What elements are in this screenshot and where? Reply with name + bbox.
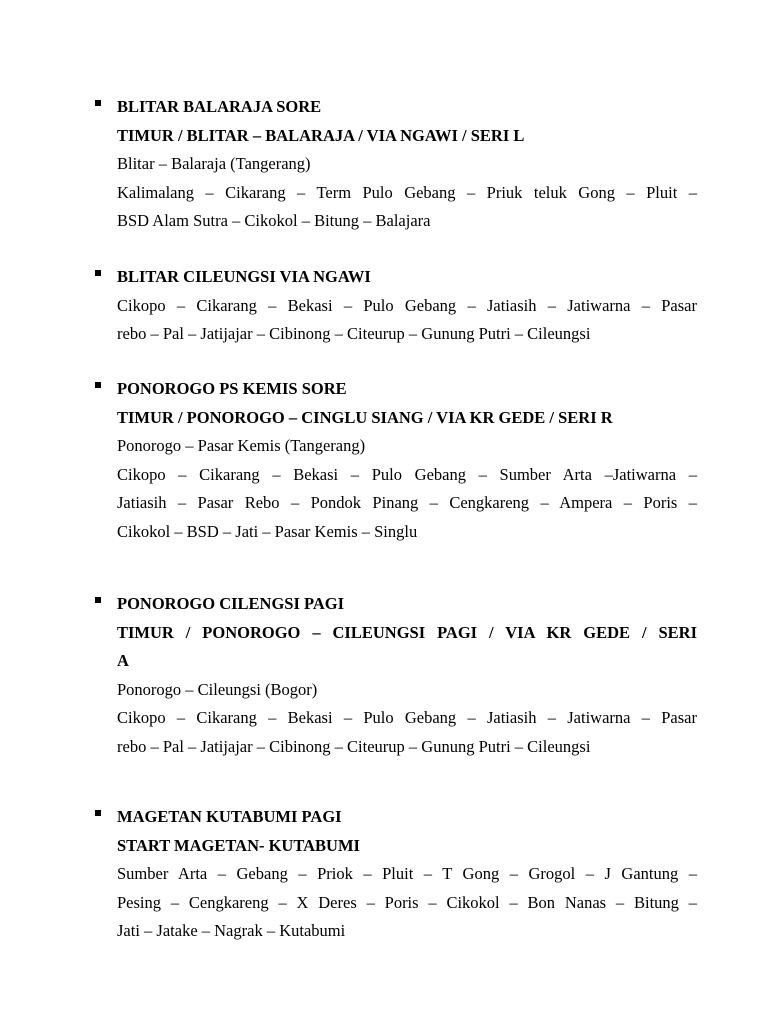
- entry-title: BLITAR BALARAJA SORE: [117, 97, 322, 116]
- entry-stops-line: Pesing – Cengkareng – X Deres – Poris – Cikokol – Bon Nanas – Bitung –: [117, 892, 697, 912]
- entry-stops-line: Cikopo – Cikarang – Bekasi – Pulo Gebang – Jatiasih – Jatiwarna – Pasar: [117, 708, 697, 727]
- route-entry-blitar-balaraja: [117, 93, 697, 236]
- route-entry-magetan-kutabumi: [117, 803, 697, 946]
- entry-title: PONOROGO CILENGSI PAGI: [117, 594, 345, 613]
- entry-stops-line: Jati – Jatake – Nagrak – Kutabumi: [117, 921, 346, 940]
- entry-stops-line: Jatiasih – Pasar Rebo – Pondok Pinang – Cengkareng – Ampera – Poris –: [117, 493, 697, 512]
- entry-stops-line: Cikopo – Cikarang – Bekasi – Pulo Gebang – Sumber Arta –Jatiwarna –: [117, 464, 697, 484]
- route-entry-ponorogo-ps-kemis: [117, 375, 697, 546]
- entry-stops-line: Cikokol – BSD – Jati – Pasar Kemis – Singlu: [117, 521, 418, 541]
- entry-stops-line: rebo – Pal – Jatijajar – Cibinong – Citeurup – Gunung Putri – Cileungsi: [117, 736, 591, 756]
- entry-title: PONOROGO PS KEMIS SORE: [117, 379, 347, 398]
- entry-stops-line: BSD Alam Sutra – Cikokol – Bitung – Balajara: [117, 211, 431, 230]
- entry-stops-line: rebo – Pal – Jatijajar – Cibinong – Citeurup – Gunung Putri – Cileungsi: [117, 324, 591, 343]
- route-entry-blitar-cileungsi: [117, 263, 697, 349]
- bullet-icon: [95, 810, 101, 816]
- entry-subtitle-line: A: [117, 651, 129, 670]
- entry-subtitle: TIMUR / BLITAR – BALARAJA / VIA NGAWI / SERI L: [117, 125, 525, 145]
- bullet-icon: [95, 100, 101, 106]
- entry-title: BLITAR CILEUNGSI VIA NGAWI: [117, 267, 371, 286]
- entry-route: Ponorogo – Cileungsi (Bogor): [117, 679, 318, 699]
- entry-stops-line: Cikopo – Cikarang – Bekasi – Pulo Gebang – Jatiasih – Jatiwarna – Pasar: [117, 295, 697, 315]
- entry-subtitle-line: TIMUR / PONOROGO – CILEUNGSI PAGI / VIA KR GEDE / SERI: [117, 622, 697, 642]
- bullet-icon: [95, 382, 101, 388]
- bullet-icon: [95, 270, 101, 276]
- entry-title: MAGETAN KUTABUMI PAGI: [117, 807, 342, 826]
- entry-stops-line: Kalimalang – Cikarang – Term Pulo Gebang – Priuk teluk Gong – Pluit –: [117, 182, 697, 202]
- entry-subtitle: START MAGETAN- KUTABUMI: [117, 835, 360, 855]
- entry-stops-line: Sumber Arta – Gebang – Priok – Pluit – T Gong – Grogol – J Gantung –: [117, 864, 697, 883]
- route-entry-ponorogo-cilengsi: [117, 590, 697, 761]
- entry-route: Ponorogo – Pasar Kemis (Tangerang): [117, 436, 366, 455]
- entry-route: Blitar – Balaraja (Tangerang): [117, 154, 311, 173]
- bullet-icon: [95, 597, 101, 603]
- entry-subtitle: TIMUR / PONOROGO – CINGLU SIANG / VIA KR GEDE / SERI R: [117, 407, 613, 427]
